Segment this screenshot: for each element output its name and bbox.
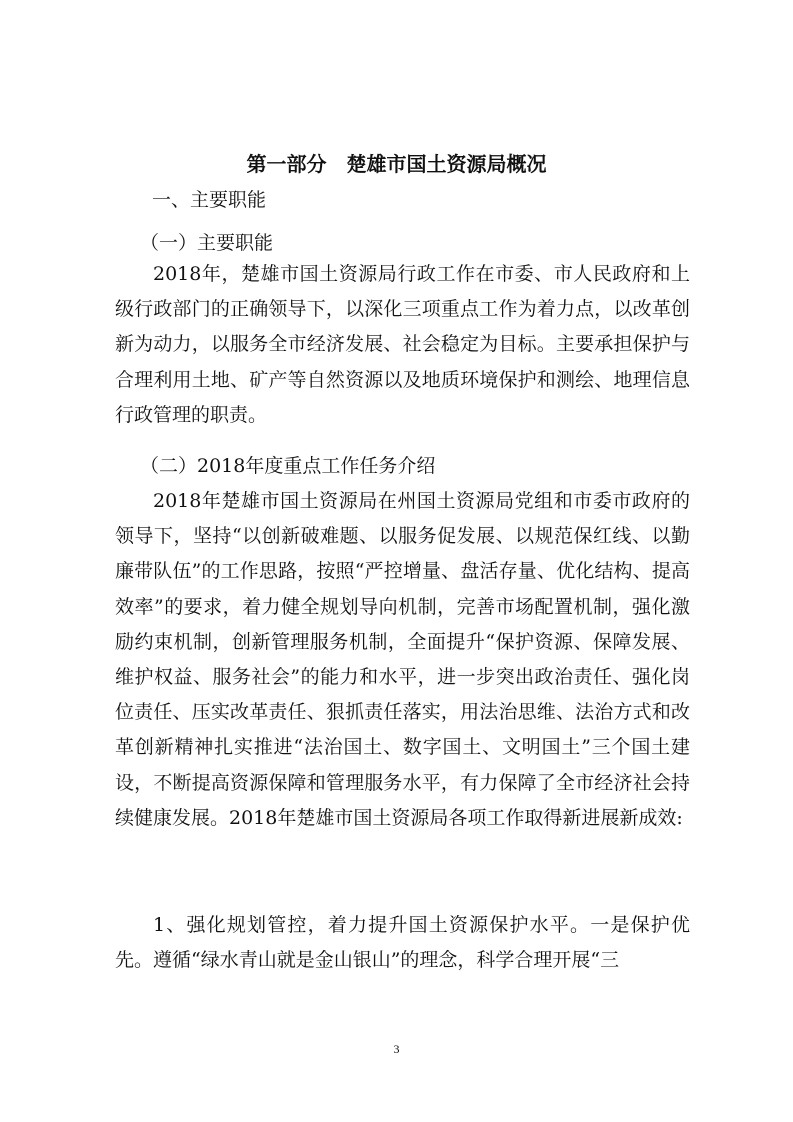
paragraph-key-tasks: 2018年楚雄市国土资源局在州国土资源局党组和市委市政府的领导下，坚持“以创新破难题、以服务促发展、以规范保红线、以勤廉带队伍”的工作思路，按照“严控增量、盘活存量、优化结构、提高效率”的要求，着力健全规划导向机制，完善市场配置机制，强化激励约束机制，创新管理服务机制，全面提升“保护资源、保障发展、维护权益、服务社会”的能力和水平，进一步突出政治责任、强化岗位责任、压实改革责任、狠抓责任落实，用法治思维、法治方式和改革创新精神扎实推进“法治国土、数字国土、文明国土”三个国土建设，不断提高资源保障和管理服务水平，有力保障了全市经济社会持续健康发展。2018年楚雄市国土资源局各项工作取得新进展新成效: — [115, 490, 690, 829]
subsection-heading-main-functions: （一）主要职能 — [140, 232, 274, 254]
paragraph-planning-control: 1、强化规划管控，着力提升国土资源保护水平。一是保护优先。遵循“绿水青山就是金山银山”的理念，科学合理开展“三 — [115, 914, 690, 972]
section-heading-main-functions: 一、主要职能 — [152, 189, 267, 211]
paragraph-main-functions: 2018年，楚雄市国土资源局行政工作在市委、市人民政府和上级行政部门的正确领导下，以深化三项重点工作为着力点，以改革创新为动力，以服务全市经济发展、社会稳定为目标。主要承担保护与合理利用土地、矿产等自然资源以及地质环境保护和测绘、地理信息行政管理的职责。 — [115, 263, 690, 426]
page-number: 3 — [393, 1042, 400, 1056]
subsection-heading-key-tasks: （二）2018年度重点工作任务介绍 — [140, 455, 436, 477]
page-title: 第一部分 楚雄市国土资源局概况 — [246, 152, 547, 176]
